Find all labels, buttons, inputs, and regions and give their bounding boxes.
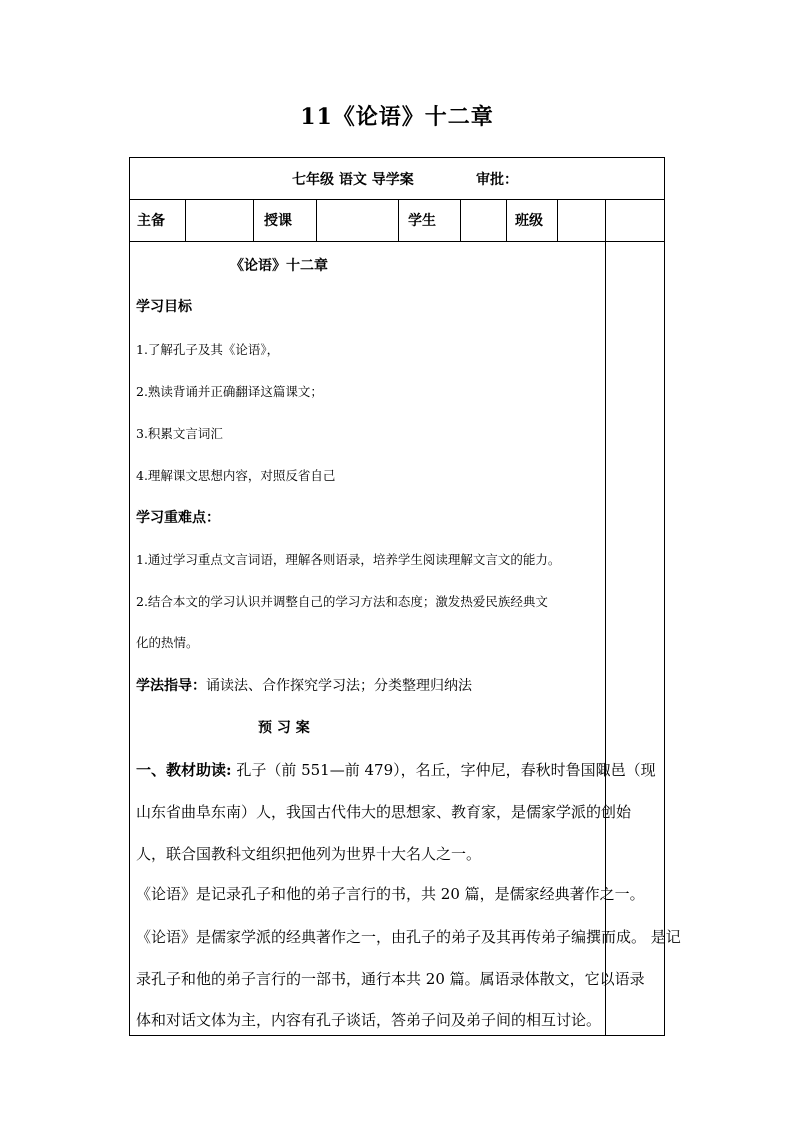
section1-line [136,761,656,779]
paragraph-lunyu-detail: 体和对话文体为主，内容有孔子谈话，答弟子问及弟子间的相互讨论。 [136,1011,602,1029]
section1-line: 山东省曲阜东南）人，我国古代伟大的思想家、教育家，是儒家学派的创始 [136,803,632,821]
info-cell-divider-1 [185,199,186,242]
table-left-border [129,157,130,1036]
lesson-heading: 《论语》十二章 [230,258,328,274]
section1-label: 一、教材助读: [136,761,232,779]
document-title: 11《论语》十二章 [300,104,494,130]
info-cell-divider-4 [398,199,399,242]
method-text: 诵读法、合作探究学习法；分类整理归纳法 [206,678,472,694]
goal-item: 1.了解孔子及其《论语》， [136,342,280,357]
goal-item: 4.理解课文思想内容，对照反省自己 [136,468,336,483]
table-bottom-border [129,1035,665,1036]
approval-label: 审批： [476,172,518,188]
preview-heading: 预 习 案 [258,720,310,736]
teacher-label: 授课 [264,213,292,229]
info-cell-divider-2 [253,199,254,242]
key-point-item: 2.结合本文的学习认识并调整自己的学习方法和态度；激发热爱民族经典文 [136,594,548,609]
content-right-divider [605,199,606,1036]
method-label: 学法指导： [136,678,206,694]
info-cell-divider-5 [460,199,461,242]
method-line [136,677,472,695]
goal-item: 2.熟读背诵并正确翻译这篇课文； [136,384,323,399]
student-label: 学生 [408,213,436,229]
key-points-heading: 学习重难点： [136,510,220,526]
info-cell-divider-7 [557,199,558,242]
info-cell-divider-3 [316,199,317,242]
table-row-divider-header [129,199,665,200]
paragraph-lunyu-detail: 《论语》是儒家学派的经典著作之一，由孔子的弟子及其再传弟子编撰而成。 是记 [136,928,681,946]
key-point-item: 化的热情。 [136,635,199,650]
grade-subject-label: 七年级 语文 导学案 [292,172,414,188]
info-cell-divider-6 [506,199,507,242]
class-label: 班级 [515,213,543,229]
goals-heading: 学习目标 [136,299,192,315]
preparer-label: 主备 [137,213,165,229]
table-row-divider-info [129,241,665,242]
paragraph-lunyu-detail: 录孔子和他的弟子言行的一部书，通行本共 20 篇。属语录体散文，它以语录 [136,970,645,988]
key-point-item: 1.通过学习重点文言词语，理解各则语录，培养学生阅读理解文言文的能力。 [136,552,561,567]
goal-item: 3.积累文言词汇 [136,426,223,441]
section1-line: 人，联合国教科文组织把他列为世界十大名人之一。 [136,845,482,863]
table-top-border [129,157,665,158]
table-right-border [664,157,665,1036]
paragraph-lunyu-summary: 《论语》是记录孔子和他的弟子言行的书，共 20 篇，是儒家经典著作之一。 [136,885,645,903]
section1-text: 孔子（前 551—前 479），名丘，字仲尼，春秋时鲁国陬邑（现 [231,761,656,779]
